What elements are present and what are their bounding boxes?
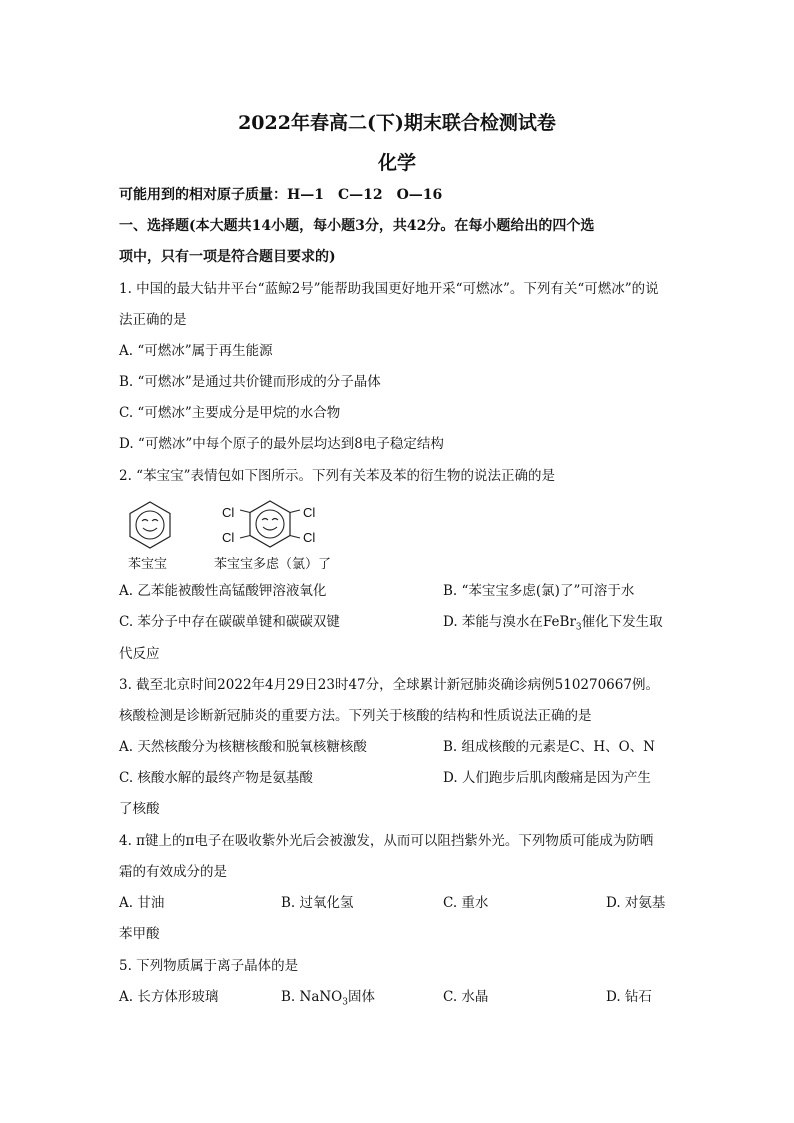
cl-label-top-right: Cl — [303, 505, 316, 520]
smile — [143, 528, 157, 531]
q5-option-c: C. 水晶 — [443, 989, 489, 1005]
q4-option-d-cont: 苯甲酸 — [119, 926, 160, 942]
q4-option-d: D. 对氨基 — [606, 895, 666, 911]
q1-option-c: C. “可燃冰”主要成分是甲烷的水合物 — [119, 405, 341, 421]
cl-bond-bottom-left — [240, 536, 250, 539]
q4-stem-line2: 霜的有效成分的是 — [119, 864, 227, 880]
left-eye — [142, 520, 148, 522]
q3-option-b: B. 组成核酸的元素是C、H、O、N — [443, 739, 655, 755]
cl-label-bottom-right: Cl — [303, 530, 316, 545]
q3-option-c: C. 核酸水解的最终产物是氨基酸 — [119, 770, 313, 786]
right-eye — [152, 520, 158, 522]
q3-option-d: D. 人们跑步后肌肉酸痛是因为产生 — [443, 770, 651, 786]
q1-option-a: A. “可燃冰”属于再生能源 — [119, 343, 273, 359]
fig-label-benzene-baby: 苯宝宝 — [128, 557, 168, 572]
q5-option-a: A. 长方体形玻璃 — [119, 989, 219, 1005]
q1-stem-line2: 法正确的是 — [119, 312, 187, 328]
exam-title: 2022年春高二(下)期末联合检测试卷 — [238, 112, 556, 134]
q2-option-a: A. 乙苯能被酸性高锰酸钾溶液氧化 — [119, 583, 327, 599]
q4-stem-line1: 4. π键上的π电子在吸收紫外光后会被激发，从而可以阻挡紫外光。下列物质可能成为防晒 — [119, 833, 654, 849]
q5-option-b: B. NaNO$_3$固体 — [281, 989, 375, 1008]
section-heading-line2: 项中，只有一项是符合题目要求的) — [119, 249, 336, 265]
q1-option-d: D. “可燃冰”中每个原子的最外层均达到8电子稳定结构 — [119, 436, 444, 452]
benzene-face-circle — [136, 511, 164, 539]
q4-option-b: B. 过氧化氢 — [281, 895, 354, 911]
q2-option-b: B. “苯宝宝多虑(氯)了”可溶于水 — [443, 583, 635, 599]
q5-stem: 5. 下列物质属于离子晶体的是 — [119, 958, 299, 974]
cl-label-bottom-left: Cl — [222, 530, 235, 545]
q5-option-d: D. 钻石 — [606, 989, 652, 1005]
cl-bond-bottom-right — [290, 536, 300, 539]
right-eye — [272, 519, 278, 521]
smile — [263, 527, 277, 530]
q2-option-c: C. 苯分子中存在碳碳单键和碳碳双键 — [119, 614, 340, 630]
q3-stem-line2: 核酸检测是诊断新冠肺炎的重要方法。下列关于核酸的结构和性质说法正确的是 — [119, 708, 592, 724]
q2-option-d: D. 苯能与溴水在FeBr$_3$催化下发生取 — [443, 614, 663, 633]
benzene-baby-figure — [125, 500, 175, 550]
q3-stem-line1: 3. 截至北京时间2022年4月29日23时47分，全球累计新冠肺炎确诊病例510270667例。 — [119, 677, 659, 693]
q4-option-a: A. 甘油 — [119, 895, 165, 911]
fig-label-chlorinated: 苯宝宝多虑（氯）了 — [214, 557, 332, 572]
q3-option-d-cont: 了核酸 — [119, 801, 160, 817]
benzene-face-circle — [256, 510, 284, 538]
section-heading-line1: 一、选择题(本大题共14小题，每小题3分，共42分。在每小题给出的四个选 — [119, 218, 595, 234]
q3-option-a: A. 天然核酸分为核糖核酸和脱氧核糖核酸 — [119, 739, 367, 755]
cl-bond-top-right — [290, 510, 300, 513]
cl-label-top-left: Cl — [222, 505, 235, 520]
q1-stem-line1: 1. 中国的最大钻井平台“蓝鲸2号”能帮助我国更好地开采“可燃冰”。下列有关“可燃冰”的说 — [119, 281, 659, 297]
subject-title: 化学 — [377, 152, 416, 174]
left-eye — [262, 519, 268, 521]
atomic-mass-line: 可能用到的相对原子质量：H—1 C—12 O—16 — [119, 187, 443, 203]
q1-option-b: B. “可燃冰”是通过共价键而形成的分子晶体 — [119, 374, 381, 390]
q2-option-d-cont: 代反应 — [119, 646, 160, 662]
q2-stem: 2. “苯宝宝”表情包如下图所示。下列有关苯及苯的衍生物的说法正确的是 — [119, 468, 555, 484]
cl-bond-top-left — [240, 510, 250, 513]
q4-option-c: C. 重水 — [443, 895, 489, 911]
